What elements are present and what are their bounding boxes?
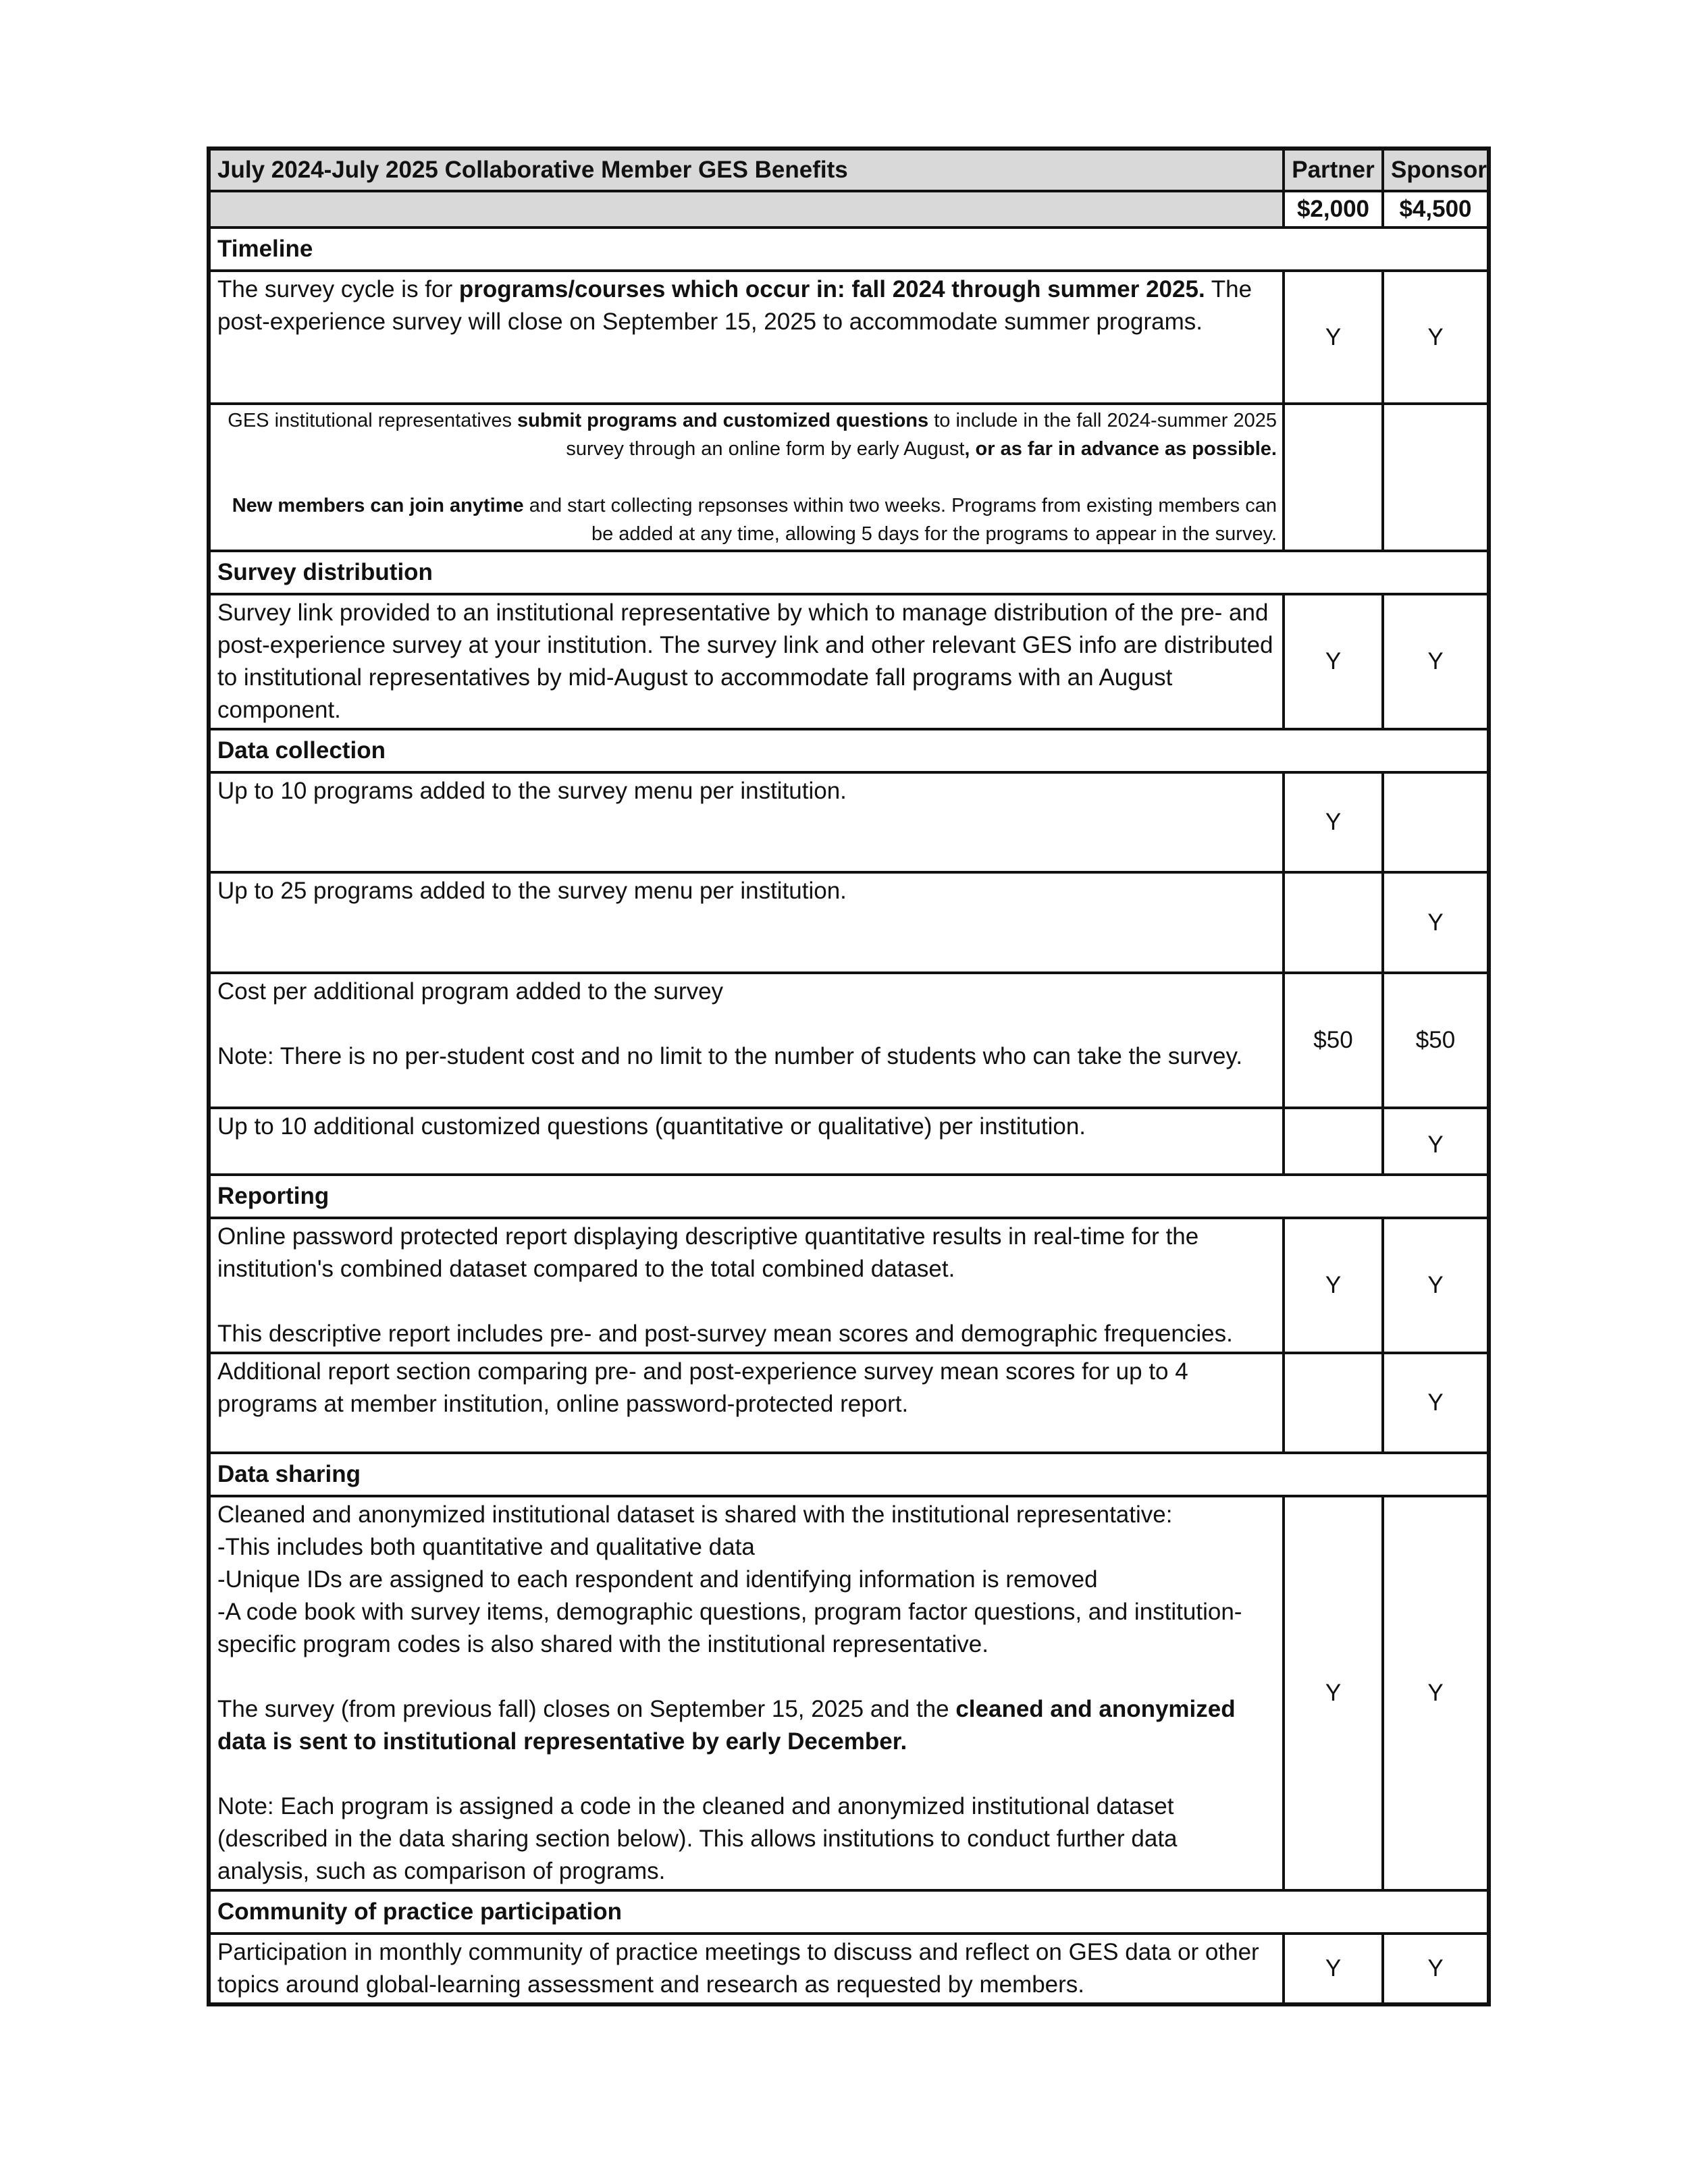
benefit-row [209,1353,1489,1453]
distribution-partner-mark: Y [1284,594,1383,729]
section-row [209,1175,1489,1218]
section-row [209,729,1489,772]
section-reporting: Reporting [209,1175,1489,1218]
sharing-sponsor-mark: Y [1383,1496,1489,1890]
benefits-table [207,147,1491,2006]
benefit-row [209,1218,1489,1353]
benefit-row [209,404,1489,551]
community-sponsor-mark: Y [1383,1934,1489,2004]
timeline-cycle-text: The survey cycle is for programs/courses which occur in: fall 2024 through summer 2025. The post-experience survey will close on September 15, 2025 to accommodate summer programs. [209,271,1284,404]
section-timeline: Timeline [209,228,1489,271]
timeline-note-partner-empty [1284,404,1383,551]
reporting-online-partner-mark: Y [1284,1218,1383,1353]
benefit-row [209,271,1489,404]
section-survey-distribution: Survey distribution [209,551,1489,594]
collection-cost-sponsor: $50 [1383,973,1489,1108]
collection-questions-partner-mark [1284,1108,1383,1175]
collection-25-sponsor-mark: Y [1383,872,1489,973]
community-partner-mark: Y [1284,1934,1383,2004]
distribution-text: Survey link provided to an institutional representative by which to manage distribution of the pre- and post-experience survey at your institution. The survey link and other relevant GES info are distributed to institutional representatives by mid-August to accommodate fall programs with an August component. [209,594,1284,729]
benefit-row [209,1934,1489,2004]
timeline-submission-note: GES institutional representatives submit programs and customized questions to include in the fall 2024-summer 2025 survey through an online form by early August, or as far in advance as possible. New members can join anytime and start collecting repsonses within two weeks. Programs from existing members can be added at any time, allowing 5 days for the programs to appear in the survey. [209,404,1284,551]
collection-cost-partner: $50 [1284,973,1383,1108]
collection-10-partner-mark: Y [1284,772,1383,872]
benefit-row [209,594,1489,729]
timeline-sponsor-mark: Y [1383,271,1489,404]
collection-10-sponsor-mark [1383,772,1489,872]
section-row [209,551,1489,594]
collection-additional-cost: Cost per additional program added to the survey Note: There is no per-student cost and no limit to the number of students who can take the survey. [209,973,1284,1108]
partner-column-header: Partner [1284,149,1383,191]
community-text: Participation in monthly community of practice meetings to discuss and reflect on GES data or other topics around global-learning assessment and research as requested by members. [209,1934,1284,2004]
sponsor-price: $4,500 [1383,191,1489,228]
header-row [209,149,1489,191]
collection-questions-sponsor-mark: Y [1383,1108,1489,1175]
reporting-online-report: Online password protected report displaying descriptive quantitative results in real-time for the institution's combined dataset compared to the total combined dataset. This descriptive report includes pre- and post-survey mean scores and demographic frequencies. [209,1218,1284,1353]
distribution-sponsor-mark: Y [1383,594,1489,729]
section-row [209,1453,1489,1496]
timeline-partner-mark: Y [1284,271,1383,404]
section-community-of-practice: Community of practice participation [209,1890,1489,1934]
section-row [209,228,1489,271]
section-data-sharing: Data sharing [209,1453,1489,1496]
benefit-row [209,872,1489,973]
collection-custom-questions: Up to 10 additional customized questions (quantitative or qualitative) per institution. [209,1108,1284,1175]
section-data-collection: Data collection [209,729,1489,772]
sponsor-column-header: Sponsor [1383,149,1489,191]
partner-price: $2,000 [1284,191,1383,228]
sharing-partner-mark: Y [1284,1496,1383,1890]
reporting-additional-partner-mark [1284,1353,1383,1453]
price-row [209,191,1489,228]
benefit-row [209,772,1489,872]
table-title: July 2024-July 2025 Collaborative Member GES Benefits [209,149,1284,191]
benefit-row [209,1496,1489,1890]
collection-25-partner-mark [1284,872,1383,973]
collection-10-programs: Up to 10 programs added to the survey menu per institution. [209,772,1284,872]
reporting-online-sponsor-mark: Y [1383,1218,1489,1353]
benefit-row [209,973,1489,1108]
price-row-spacer [209,191,1284,228]
sharing-dataset-text: Cleaned and anonymized institutional dataset is shared with the institutional representative: -This includes both quantitative and qualitative data -Unique IDs are assigned to each respondent and identifying information is removed -A code book with survey items, demographic questions, program factor questions, and institution-specific program codes is also shared with the institutional representative. The survey (from previous fall) closes on September 15, 2025 and the cleaned and anonymized data is sent to institutional representative by early December. Note: Each program is assigned a code in the cleaned and anonymized institutional dataset (described in the data sharing section below). This allows institutions to conduct further data analysis, such as comparison of programs. [209,1496,1284,1890]
reporting-additional-sponsor-mark: Y [1383,1353,1489,1453]
timeline-note-sponsor-empty [1383,404,1489,551]
benefit-row [209,1108,1489,1175]
collection-25-programs: Up to 25 programs added to the survey menu per institution. [209,872,1284,973]
section-row [209,1890,1489,1934]
reporting-additional-section: Additional report section comparing pre- and post-experience survey mean scores for up to 4 programs at member institution, online password-protected report. [209,1353,1284,1453]
